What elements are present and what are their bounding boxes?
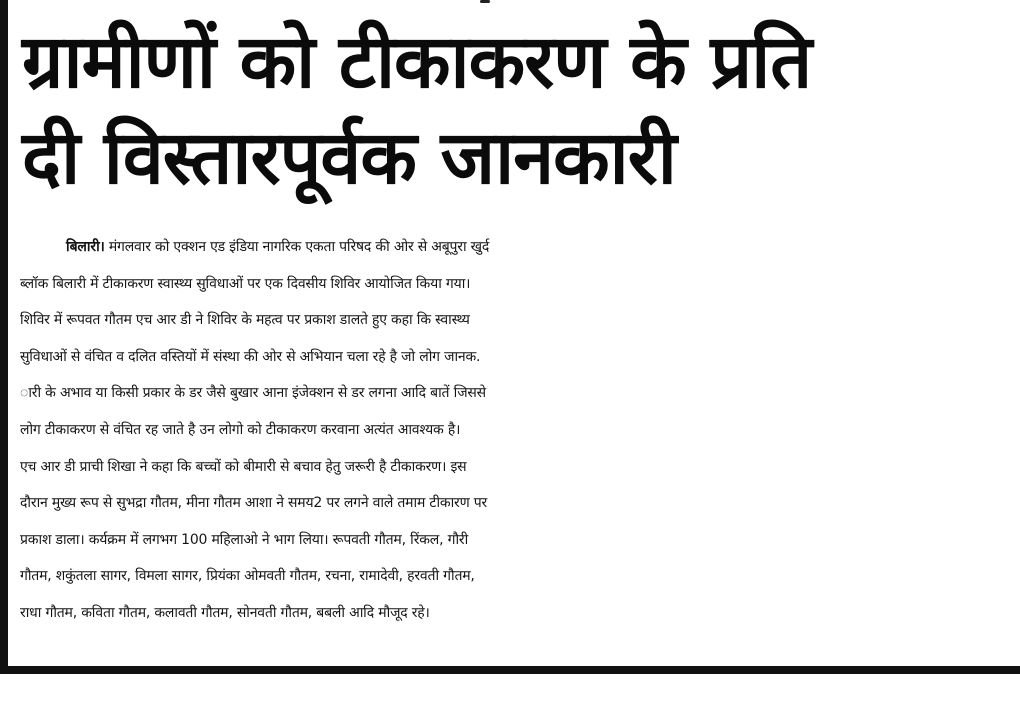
body-line-7: एच आर डी प्राची शिखा ने कहा कि बच्चों को बीमारी से बचाव हेतु जरूरी है टीकाकरण। इस <box>20 458 467 475</box>
bottom-rule <box>0 666 1020 674</box>
article-body <box>20 229 980 632</box>
body-line-8: दौरान मुख्य रूप से सुभद्रा गौतम, मीना गौतम आशा ने समय2 पर लगने वाले तमाम टीकारण पर <box>20 495 488 512</box>
body-line-10: गौतम, शकुंतला सागर, विमला सागर, प्रियंका ओमवती गौतम, रचना, रामादेवी, हरवती गौतम, <box>20 568 475 585</box>
body-line-9: प्रकाश डाला। कर्यक्रम में लगभग 100 महिलाओ ने भाग लिया। रूपवती गौतम, रिंकल, गौरी <box>20 531 469 548</box>
dateline: बिलारी। <box>66 239 105 255</box>
body-line-1 <box>20 229 980 266</box>
print-speck <box>480 0 490 3</box>
body-line-5: ारी के अभाव या किसी प्रकार के डर जैसे बुखार आना इंजेक्शन से डर लगना आदि बातें जिससे <box>20 385 486 402</box>
left-column-rule <box>0 0 8 668</box>
headline-line-1: ग्रामीणों को टीकाकरण के प्रति <box>22 19 812 105</box>
headline <box>22 14 982 206</box>
body-line-6: लोग टीकाकरण से वंचित रह जाते है उन लोगो को टीकाकरण करवाना अत्यंत आवश्यक है। <box>20 421 461 438</box>
body-line-11: राधा गौतम, कविता गौतम, कलावती गौतम, सोनवती गौतम, बबली आदि मौजूद रहे। <box>20 604 430 621</box>
body-line-1-text: मंगलवार को एक्शन एड इंडिया नागरिक एकता परिषद की ओर से अबूपुरा खुर्द <box>104 239 490 255</box>
body-line-3: शिविर में रूपवत गौतम एच आर डी ने शिविर के महत्व पर प्रकाश डालते हुए कहा कि स्वास्थ्य <box>20 312 470 329</box>
headline-line-2: दी विस्तारपूर्वक जानकारी <box>22 115 676 201</box>
body-line-2: ब्लॉक बिलारी में टीकाकरण स्वास्थ्य सुविधाओं पर एक दिवसीय शिविर आयोजित किया गया। <box>20 275 471 292</box>
body-line-4: सुविधाओं से वंचित व दलित वस्तियों में संस्था की ओर से अभियान चला रहे है जो लोग जानक. <box>20 348 481 365</box>
